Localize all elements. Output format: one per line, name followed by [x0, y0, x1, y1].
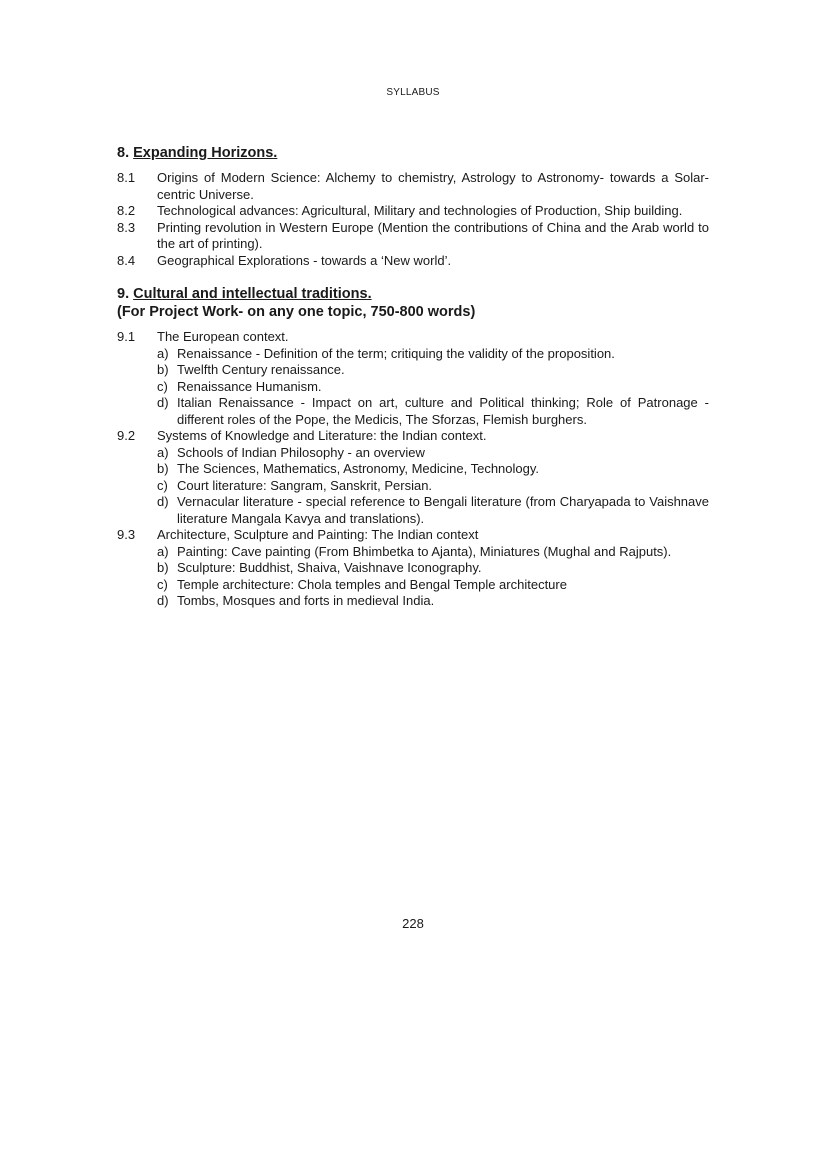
list-item-8-2 — [117, 203, 709, 220]
sub-item-letter: c) — [157, 378, 168, 394]
section-9-title: Cultural and intellectual traditions. — [133, 286, 372, 302]
sub-item-text: Renaissance - Definition of the term; critiquing the validity of the proposition. — [177, 345, 615, 361]
section-8-number: 8. — [117, 145, 130, 161]
sub-item-letter: d) — [157, 593, 169, 608]
list-item-8-1 — [117, 170, 709, 203]
page-number: 228 — [402, 916, 424, 931]
list-item-9-2 — [117, 428, 709, 527]
item-text: Origins of Modern Science: Alchemy to chemistry, Astrology to Astronomy- towards a Solar- centric Universe. — [157, 170, 709, 202]
section-spacer — [117, 269, 709, 285]
section-9-heading — [117, 285, 709, 303]
sub-item — [157, 494, 709, 527]
sub-item-text: Twelfth Century renaissance. — [177, 362, 345, 377]
sub-item-letter: a) — [157, 345, 169, 361]
section-8 — [117, 144, 709, 269]
list-item-8-3 — [117, 220, 709, 253]
sub-item-letter: c) — [157, 576, 168, 592]
sub-item — [157, 445, 709, 462]
sub-item-text: Temple architecture: Chola temples and Bengal Temple architecture — [177, 576, 567, 592]
item-body — [157, 527, 709, 610]
sub-item — [157, 379, 709, 396]
item-text: Geographical Explorations - towards a ‘New world’. — [157, 252, 452, 268]
sub-item-text: Tombs, Mosques and forts in medieval India. — [177, 593, 435, 608]
item-body — [157, 329, 709, 428]
list-item-9-1 — [117, 329, 709, 428]
sub-item-letter: b) — [157, 461, 169, 476]
sub-item — [157, 593, 709, 610]
sub-item-text: Sculpture: Buddhist, Shaiva, Vaishnave Iconography. — [177, 560, 482, 575]
section-9-number: 9. — [117, 286, 130, 302]
sub-item-letter: d) — [157, 395, 169, 410]
item-text: Technological advances: Agricultural, Military and technologies of Production, Ship building. — [157, 203, 683, 218]
item-text: The European context. — [157, 329, 289, 344]
sub-item-letter: b) — [157, 560, 169, 575]
sub-item-letter: c) — [157, 477, 168, 493]
section-9-items — [117, 329, 709, 610]
sub-item — [157, 577, 709, 594]
sub-item-letter: d) — [157, 494, 169, 509]
sub-item-text: Painting: Cave painting (From Bhimbetka to Ajanta), Miniatures (Mughal and Rajputs). — [177, 543, 672, 559]
sub-item — [157, 346, 709, 363]
sub-item-text: Schools of Indian Philosophy - an overview — [177, 444, 425, 460]
item-text: Systems of Knowledge and Literature: the Indian context. — [157, 428, 487, 443]
item-number: 8.1 — [117, 170, 136, 185]
sub-item-letter: a) — [157, 543, 169, 559]
sub-item-text: The Sciences, Mathematics, Astronomy, Medicine, Technology. — [177, 461, 540, 476]
item-number: 8.3 — [117, 219, 136, 235]
item-number: 9.1 — [117, 329, 136, 344]
running-header: SYLLABUS — [386, 87, 440, 98]
section-8-title: Expanding Horizons. — [133, 145, 278, 161]
sub-item — [157, 478, 709, 495]
item-number: 9.2 — [117, 428, 136, 443]
item-number: 8.2 — [117, 203, 136, 218]
item-number: 9.3 — [117, 527, 136, 542]
section-8-heading — [117, 144, 709, 162]
sub-item-text: Italian Renaissance - Impact on art, culture and Political thinking; Role of Patronage - different roles of the Pope, the Medicis, The Sforzas, Flemish burghers. — [177, 395, 709, 427]
item-number: 8.4 — [117, 252, 136, 268]
sub-item — [157, 362, 709, 379]
sub-item-text: Vernacular literature - special reference to Bengali literature (from Charyapada to Vaishnave literature Mangala Kavya and translations). — [177, 494, 709, 526]
sub-item-letter: b) — [157, 362, 169, 377]
sub-item — [157, 560, 709, 577]
section-9-subtitle: (For Project Work- on any one topic, 750-800 words) — [117, 304, 476, 320]
list-item-8-4 — [117, 253, 709, 270]
sub-item-letter: a) — [157, 444, 169, 460]
sub-item-text: Court literature: Sangram, Sanskrit, Persian. — [177, 477, 433, 493]
sub-item — [157, 461, 709, 478]
item-text: Printing revolution in Western Europe (Mention the contributions of China and the Arab world to the art of printing). — [157, 219, 709, 251]
item-body — [157, 428, 709, 527]
section-9 — [117, 285, 709, 610]
syllabus-content — [117, 144, 709, 610]
section-8-items — [117, 170, 709, 269]
sub-item — [157, 395, 709, 428]
item-text: Architecture, Sculpture and Painting: The Indian context — [157, 527, 479, 542]
sub-item — [157, 544, 709, 561]
sub-item-text: Renaissance Humanism. — [177, 378, 322, 394]
list-item-9-3 — [117, 527, 709, 610]
